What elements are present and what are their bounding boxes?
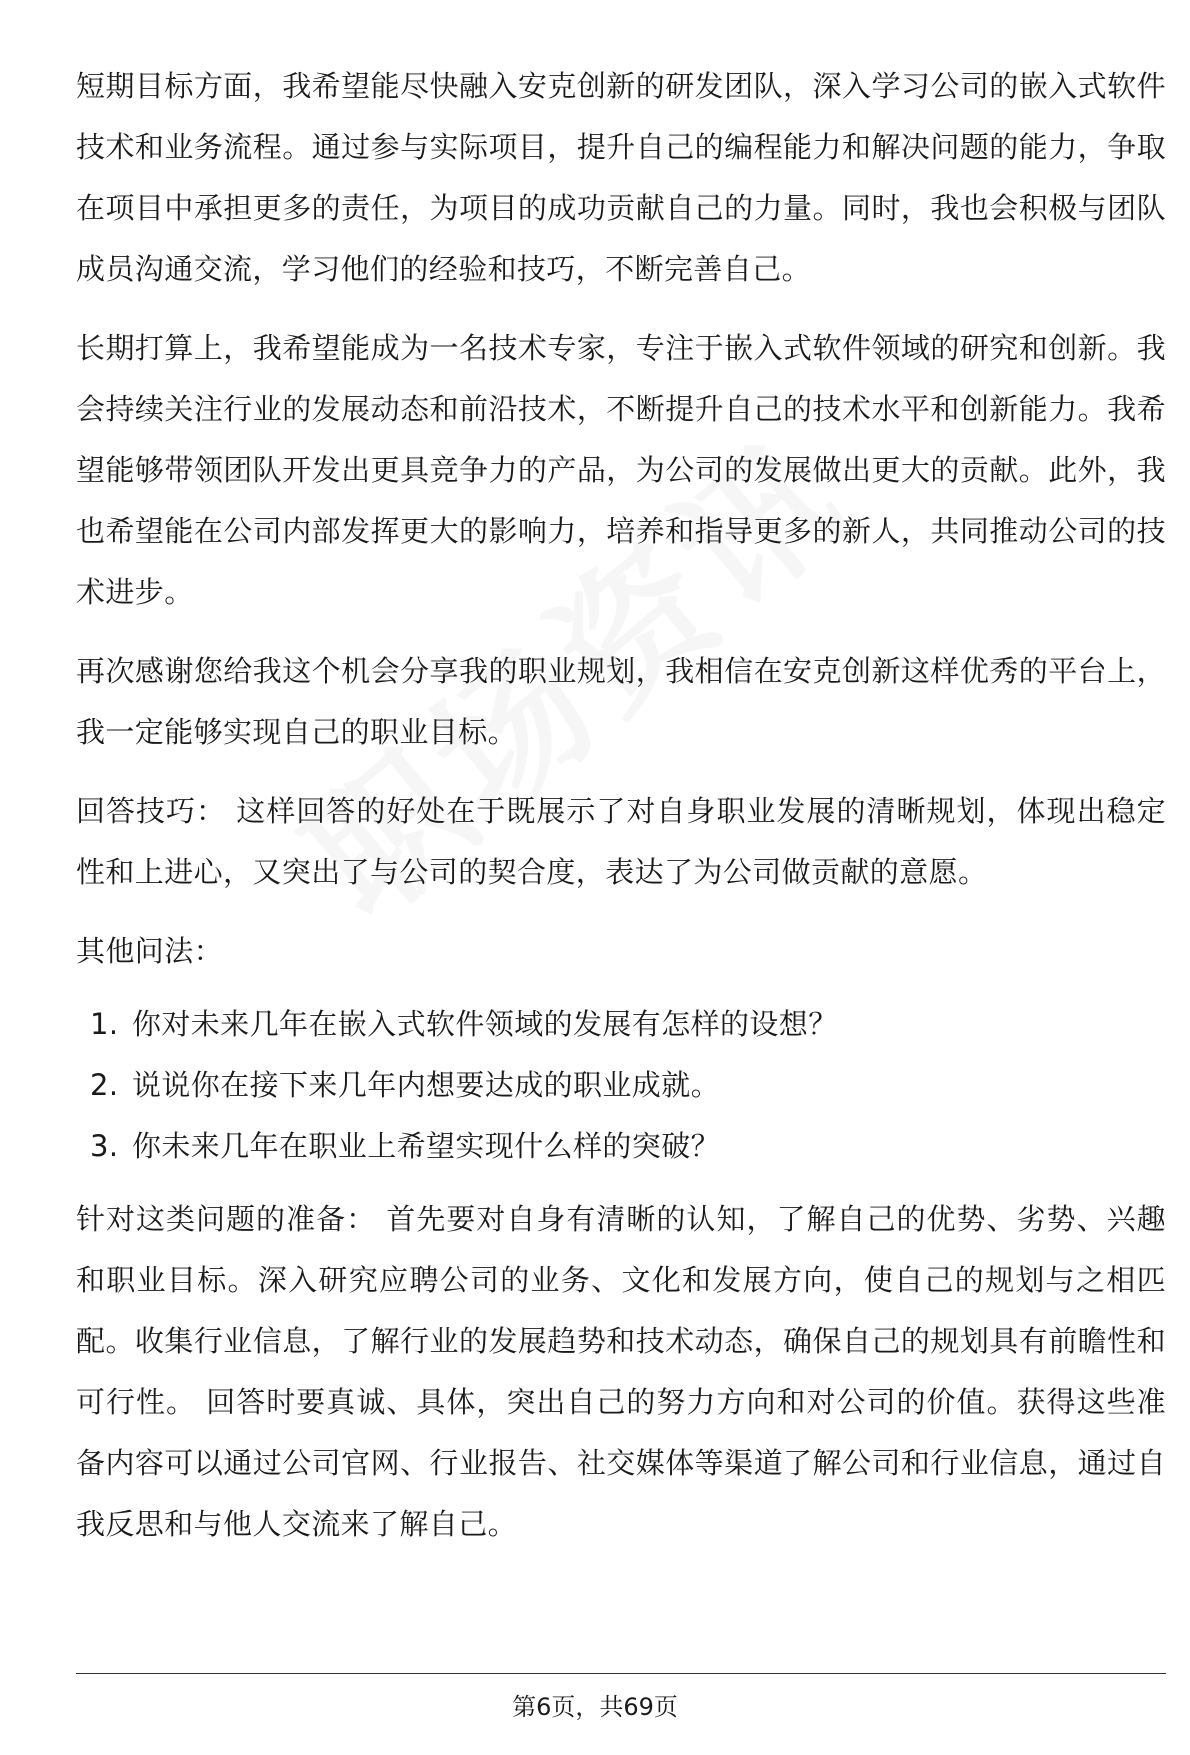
thanks-paragraph: 再次感谢您给我这个机会分享我的职业规划，我相信在安克创新这样优秀的平台上，我一定能够实现自己的职业目标。 (76, 654, 1166, 749)
list-item-number: 3. (90, 1129, 119, 1163)
short-term-paragraph: 短期目标方面，我希望能尽快融入安克创新的研发团队，深入学习公司的嵌入式软件技术和业务流程。通过参与实际项目，提升自己的编程能力和解决问题的能力，争取在项目中承担更多的责任，为项目的成功贡献自己的力量。同时，我也会积极与团队成员沟通交流，学习他们的经验和技巧，不断完善自己。 (76, 69, 1166, 286)
tips-paragraph: 回答技巧： 这样回答的好处在于既展示了对自身职业发展的清晰规划，体现出稳定性和上进心，又突出了与公司的契合度，表达了为公司做贡献的意愿。 (76, 794, 1166, 889)
page-indicator: 第6页，共69页 (512, 1693, 678, 1721)
list-item-number: 1. (90, 1007, 119, 1041)
other-questions-list (76, 994, 1166, 1177)
preparation-paragraph: 针对这类问题的准备： 首先要对自身有清晰的认知，了解自己的优势、劣势、兴趣和职业目标。深入研究应聘公司的业务、文化和发展方向，使自己的规划与之相匹配。收集行业信息，了解行业的发展趋势和技术动态，确保自己的规划具有前瞻性和可行性。 回答时要真诚、具体，突出自己的努力方向和对公司的价值。获得这些准备内容可以通过公司官网、行业报告、社交媒体等渠道了解公司和行业信息，通过自我反思和与他人交流来了解自己。 (76, 1202, 1166, 1541)
list-item-number: 2. (90, 1068, 119, 1102)
list-item (76, 1055, 1166, 1116)
list-item-text: 说说你在接下来几年内想要达成的职业成就。 (132, 1068, 721, 1102)
footer-divider (76, 1673, 1166, 1674)
list-item-text: 你未来几年在职业上希望实现什么样的突破？ (132, 1129, 721, 1163)
document-body (76, 56, 1166, 1573)
other-questions-label: 其他问法： (76, 934, 224, 968)
list-item (76, 1116, 1166, 1177)
list-item (76, 994, 1166, 1055)
long-term-paragraph: 长期打算上，我希望能成为一名技术专家，专注于嵌入式软件领域的研究和创新。我会持续关注行业的发展动态和前沿技术，不断提升自己的技术水平和创新能力。我希望能够带领团队开发出更具竞争力的产品，为公司的发展做出更大的贡献。此外，我也希望能在公司内部发挥更大的影响力，培养和指导更多的新人，共同推动公司的技术进步。 (76, 331, 1166, 609)
list-item-text: 你对未来几年在嵌入式软件领域的发展有怎样的设想？ (132, 1007, 838, 1041)
